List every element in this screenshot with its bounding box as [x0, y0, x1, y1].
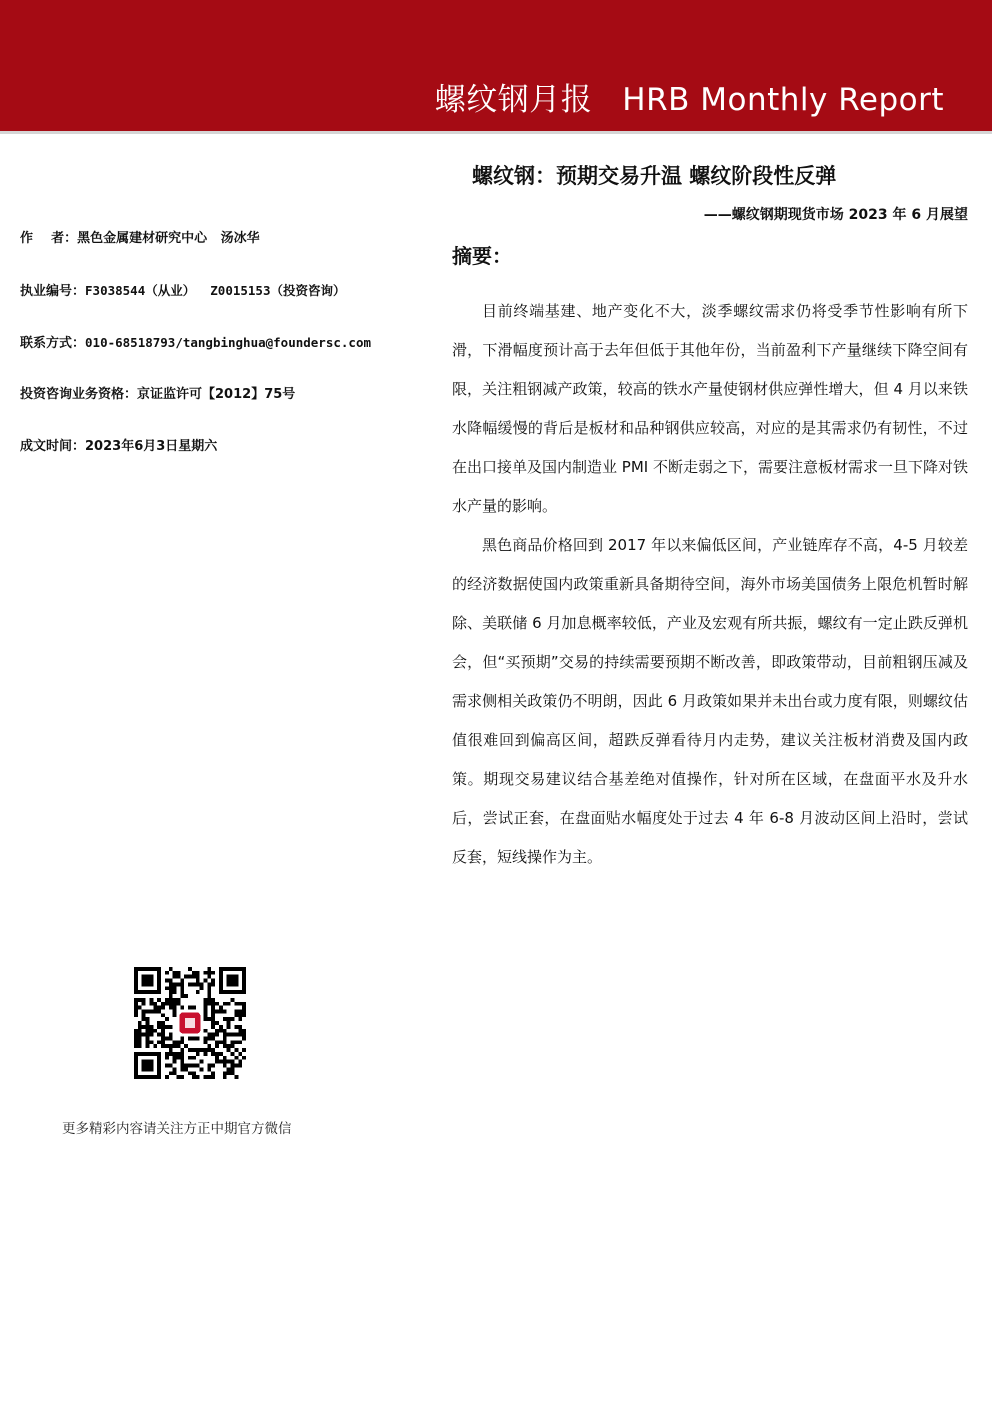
report-title: 螺纹钢：预期交易升温 螺纹阶段性反弹 [472, 164, 837, 188]
abstract-heading: 摘要： [452, 244, 512, 268]
abstract-paragraph-2: 黑色商品价格回到 2017 年以来偏低区间，产业链库存不高，4-5 月较差的经济数据使国内政策重新具备期待空间，海外市场美国债务上限危机暂时解除、美联储 6 月加息概率较低，产业及宏观有所共振，螺纹有一定止跌反弹机会，但“买预期”交易的持续需要预期不断改善，即政策带动，目前粗钢压减及需求侧相关政策仍不明朗，因此 6 月政策如果并未出台或力度有限，则螺纹估值很难回到偏高区间，超跌反弹看待月内走势，建议关注板材消费及国内政策。期现交易建议结合基差绝对值操作，针对所在区域，在盘面平水及升水后，尝试正套，在盘面贴水幅度处于过去 4 年 6-8 月波动区间上沿时，尝试反套，短线操作为主。 [452, 536, 968, 866]
report-subtitle: ——螺纹钢期现货市场 2023 年 6 月展望 [703, 207, 968, 223]
banner-divider [0, 131, 992, 134]
author-line [20, 226, 420, 278]
license-value: F3038544（从业） Z0015153（投资咨询） [85, 283, 346, 298]
banner-title-en: HRB Monthly Report [622, 82, 944, 118]
date-line [20, 434, 420, 486]
abstract-paragraph-1: 目前终端基建、地产变化不大，淡季螺纹需求仍将受季节性影响有所下滑，下滑幅度预计高于去年但低于其他年份，当前盈利下产量继续下降空间有限，关注粗钢减产政策，较高的铁水产量使钢材供应弹性增大，但 4 月以来铁水降幅缓慢的背后是板材和品种钢供应较高，对应的是其需求仍有韧性，不过在出口接单及国内制造业 PMI 不断走弱之下，需要注意板材需求一旦下降对铁水产量的影响。 [452, 302, 968, 515]
license-label: 执业编号： [20, 284, 86, 299]
report-body [452, 156, 968, 877]
wechat-qr-code-icon [134, 967, 246, 1079]
contact-value: 010-68518793/tangbinghua@foundersc.com [85, 335, 371, 350]
qr-caption: 更多精彩内容请关注方正中期官方微信 [62, 1121, 292, 1137]
qualification-label: 投资咨询业务资格： [20, 387, 138, 402]
banner-title [435, 74, 944, 119]
license-line [20, 278, 420, 330]
contact-line [20, 330, 420, 382]
author-value: 黑色金属建材研究中心 汤冰华 [77, 231, 260, 246]
author-info-panel [20, 226, 420, 486]
qualification-line [20, 382, 420, 434]
date-value: 2023年6月3日星期六 [85, 439, 218, 454]
contact-label: 联系方式： [20, 336, 86, 351]
author-label: 作 者： [20, 231, 78, 246]
date-label: 成文时间： [20, 439, 86, 454]
header-banner [0, 0, 992, 131]
banner-title-cn: 螺纹钢月报 [434, 82, 593, 118]
qualification-value: 京证监许可【2012】75号 [137, 387, 296, 402]
